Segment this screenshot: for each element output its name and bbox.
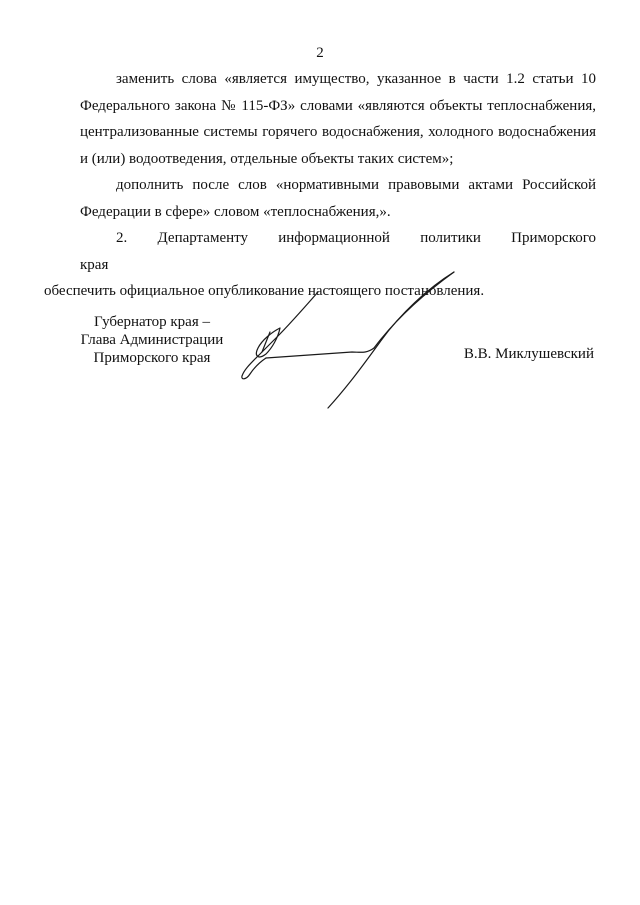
signatory-position-line: Приморского края	[93, 350, 211, 366]
signatory-position	[64, 313, 240, 367]
signatory-name: В.В. Миклушевский	[463, 346, 594, 362]
paragraph-replace-words: заменить слова «является имущество, указанное в части 1.2 статьи 10 Федерального закона № 115-ФЗ» словами «являются объекты теплоснабжения, централизованные системы горячего водоснабжения, холодного водоснабжения и (или) водоотведения, отдельные объекты таких систем»;	[80, 71, 596, 167]
page-number: 2	[316, 45, 324, 61]
signatory-position-line: Губернатор края –	[94, 314, 210, 330]
signatory-position-line: Глава Администрации	[80, 332, 224, 348]
handwritten-signature	[232, 268, 462, 413]
paragraph-department-firstline: 2. Департаменту информационной политики Приморского края	[80, 230, 596, 273]
paragraph-add-word: дополнить после слов «нормативными правовыми актами Российской Федерации в сфере» словом «теплоснабжения,».	[80, 177, 596, 220]
paragraph-department-lastline: обеспечить официальное опубликование настоящего постановления.	[44, 283, 485, 299]
